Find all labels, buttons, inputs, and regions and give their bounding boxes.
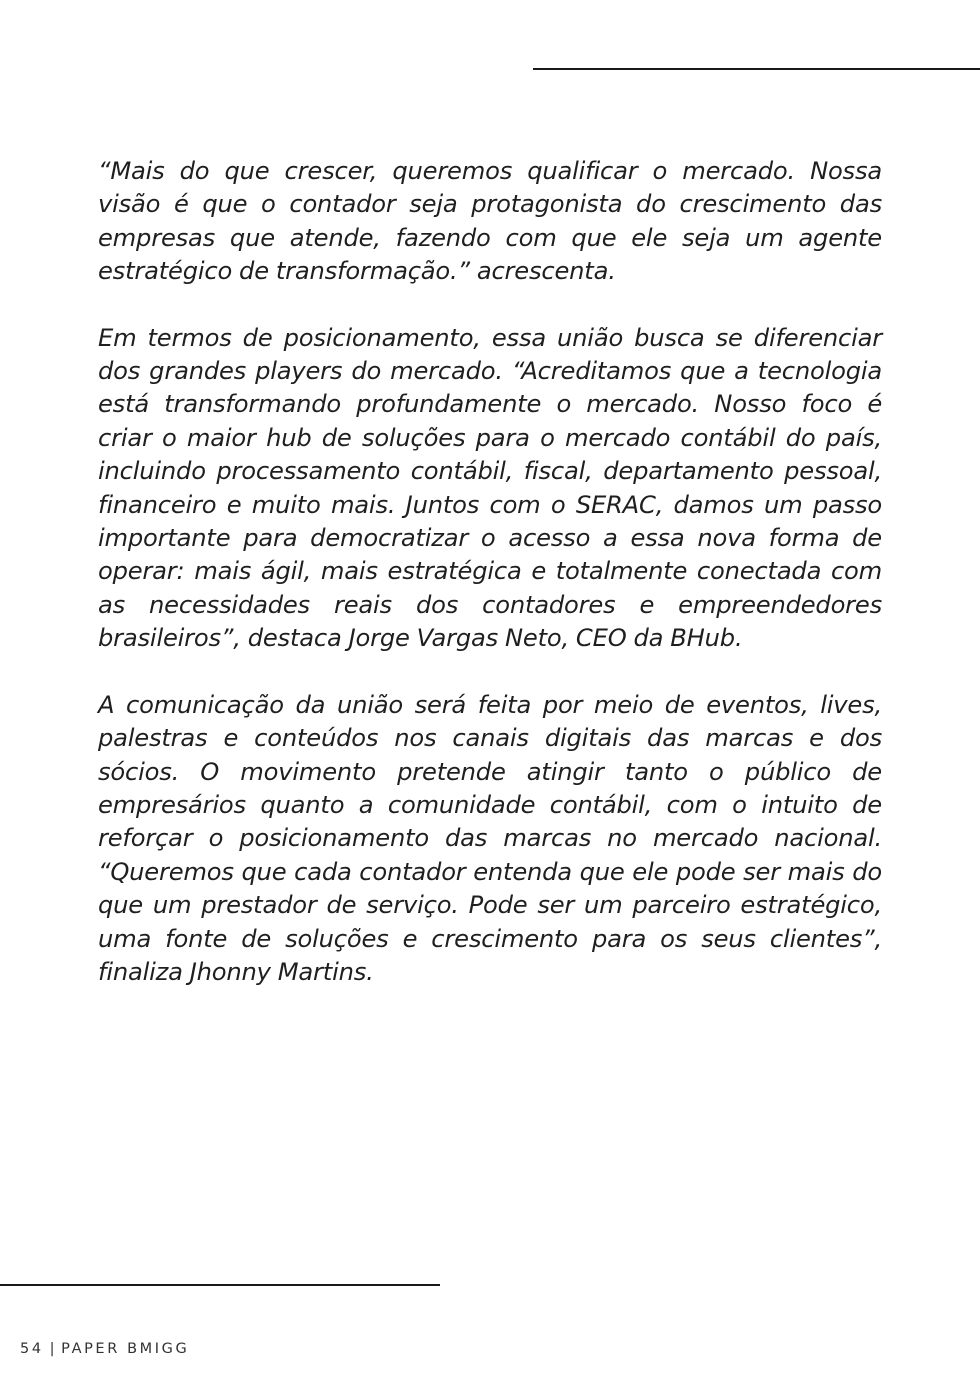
publication-name: PAPER BMIGG	[61, 1341, 190, 1357]
paragraph-2: Em termos de posicionamento, essa união busca se diferenciar dos grandes players do mercado. “Acreditamos que a tecnologia está transformando profundamente o mercado. Nosso foco é criar o maior hub de soluções para o mercado contábil do país, incluindo processamento contábil, fiscal, departamento pessoal, financeiro e muito mais. Juntos com o SERAC, damos um passo importante para democratizar o acesso a essa nova forma de operar: mais ágil, mais estratégica e totalmente conectada com as necessidades reais dos contadores e empreendedores brasileiros”, destaca Jorge Vargas Neto, CEO da BHub.	[98, 323, 882, 653]
article-body	[98, 155, 882, 989]
paragraph-3: A comunicação da união será feita por meio de eventos, lives, palestras e conteúdos nos canais digitais das marcas e dos sócios. O movimento pretende atingir tanto o público de empresários quanto a comunidade contábil, com o intuito de reforçar o posicionamento das marcas no mercado nacional. “Queremos que cada contador entenda que ele pode ser mais do que um prestador de serviço. Pode ser um parceiro estratégico, uma fonte de soluções e crescimento para os seus clientes”, finaliza Jhonny Martins.	[98, 690, 882, 986]
footer-separator: |	[49, 1341, 58, 1357]
paragraph-1: “Mais do que crescer, queremos qualificar o mercado. Nossa visão é que o contador seja protagonista do crescimento das empresas que atende, fazendo com que ele seja um agente estratégico de transformação.” acrescenta.	[98, 157, 882, 286]
page-number: 54	[20, 1341, 44, 1357]
page-footer	[20, 1341, 189, 1357]
bottom-divider-line	[0, 1284, 440, 1286]
top-divider-line	[533, 68, 980, 70]
